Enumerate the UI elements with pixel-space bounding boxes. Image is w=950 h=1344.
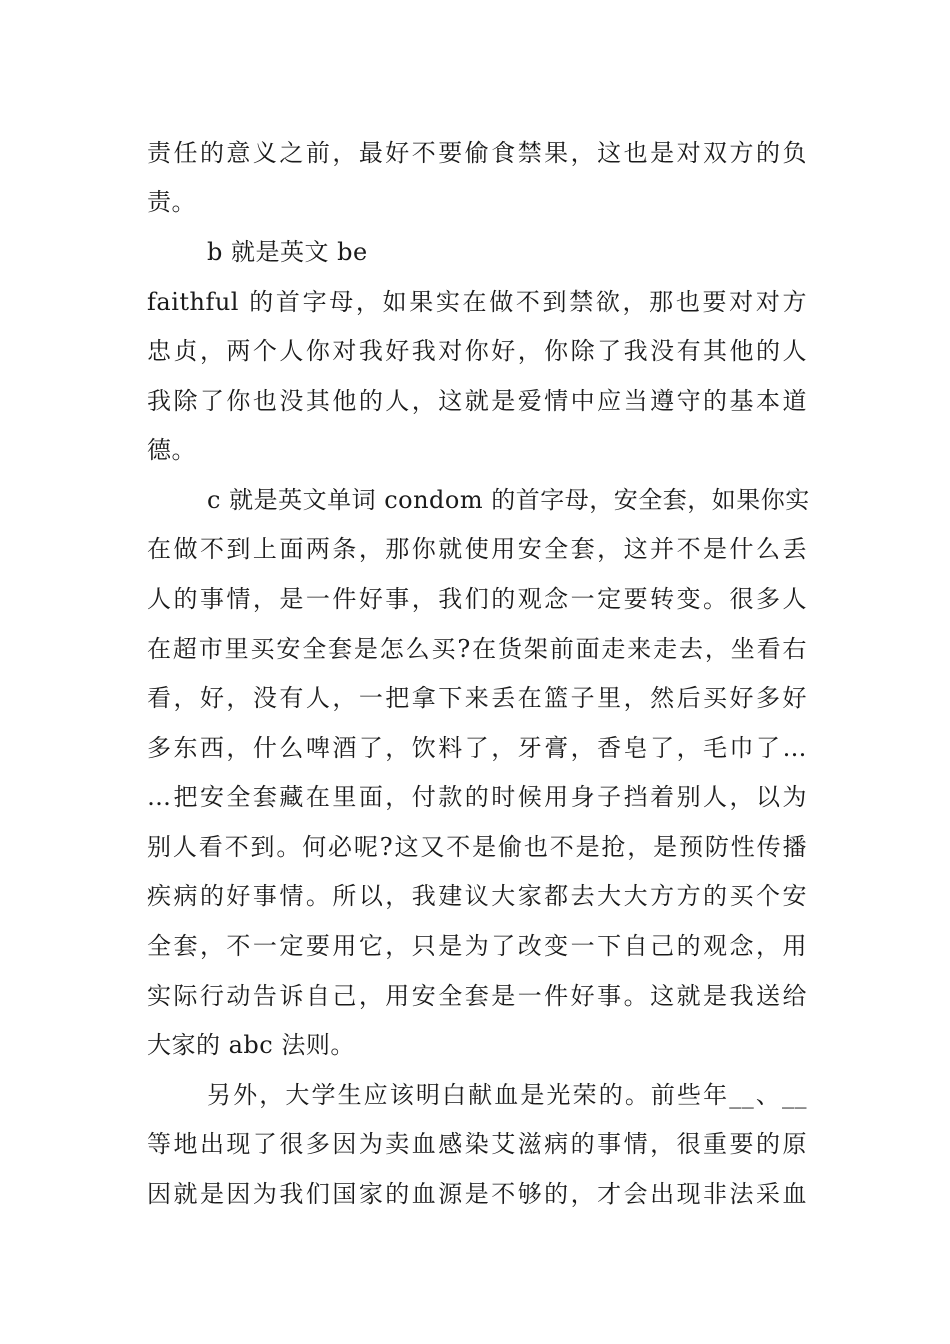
text-line: 多东西，什么啤酒了，饮料了，牙膏，香皂了，毛巾了… [147, 734, 807, 762]
text-line: 人的事情，是一件好事，我们的观念一定要转变。很多人 [147, 585, 807, 613]
text-line: faithful 的首字母，如果实在做不到禁欲，那也要对对方 [147, 288, 807, 316]
text-line: …把安全套藏在里面，付款的时候用身子挡着别人，以为 [147, 783, 807, 811]
text-line: c 就是英文单词 condom 的首字母，安全套，如果你实 [207, 486, 810, 514]
text-line: 在做不到上面两条，那你就使用安全套，这并不是什么丢 [147, 535, 807, 563]
text-line: b 就是英文 be [207, 238, 368, 266]
text-line: 在超市里买安全套是怎么买?在货架前面走来走去，坐看右 [147, 635, 807, 663]
text-line: 德。 [147, 436, 196, 464]
text-line: 责任的意义之前，最好不要偷食禁果，这也是对双方的负 [147, 139, 807, 167]
text-line: 责。 [147, 188, 196, 216]
text-line: 大家的 abc 法则。 [147, 1031, 355, 1059]
text-line: 另外，大学生应该明白献血是光荣的。前些年__、__ [207, 1081, 807, 1109]
text-line: 全套，不一定要用它，只是为了改变一下自己的观念，用 [147, 932, 807, 960]
text-line: 疾病的好事情。所以，我建议大家都去大大方方的买个安 [147, 882, 807, 910]
text-line: 忠贞，两个人你对我好我对你好，你除了我没有其他的人 [147, 337, 807, 365]
text-line: 等地出现了很多因为卖血感染艾滋病的事情，很重要的原 [147, 1130, 807, 1158]
text-line: 实际行动告诉自己，用安全套是一件好事。这就是我送给 [147, 982, 807, 1010]
text-line: 别人看不到。何必呢?这又不是偷也不是抢，是预防性传播 [147, 833, 807, 861]
text-line: 我除了你也没其他的人，这就是爱情中应当遵守的基本道 [147, 387, 807, 415]
text-line: 看，好，没有人，一把拿下来丢在篮子里，然后买好多好 [147, 684, 807, 712]
text-line: 因就是因为我们国家的血源是不够的，才会出现非法采血 [147, 1180, 807, 1208]
